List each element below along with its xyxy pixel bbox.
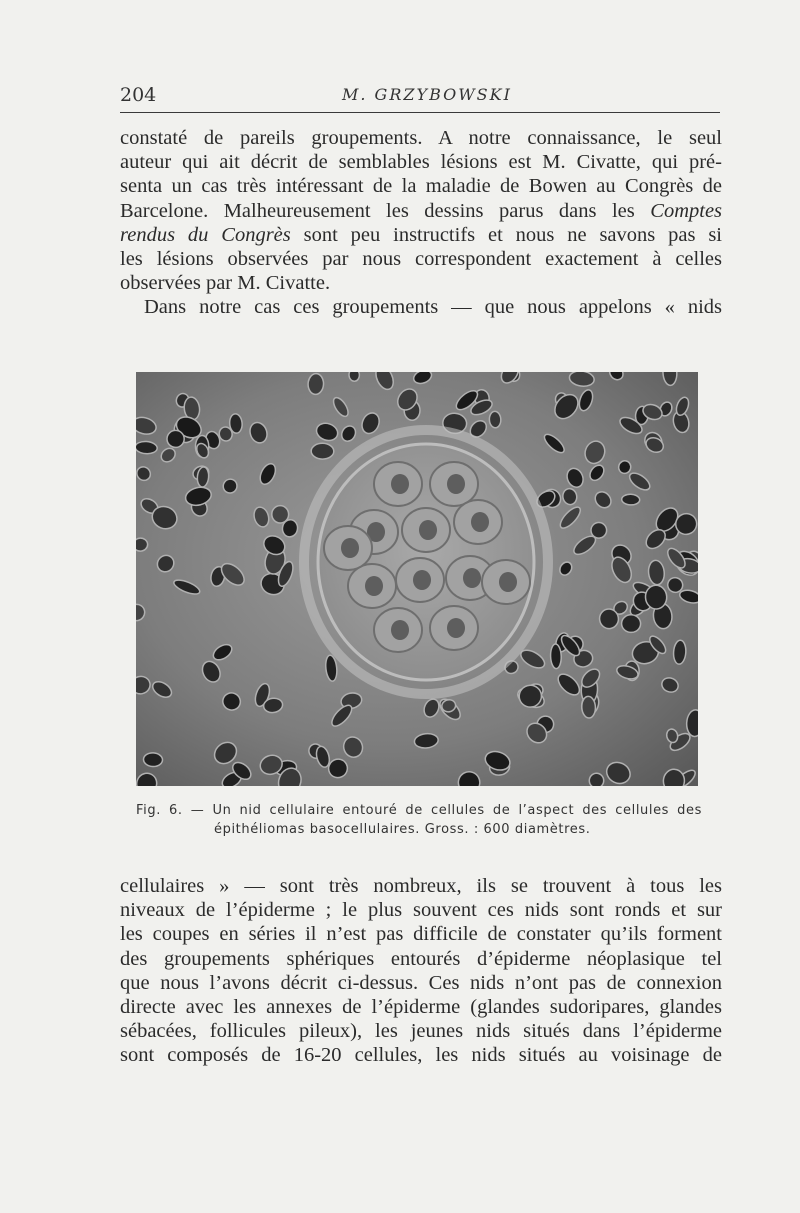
nest-cell-nucleus: [413, 570, 431, 590]
text-line: cellulaires » — sont très nombreux, ils se trouvent à tous les: [120, 875, 722, 897]
nest-cell-nucleus: [365, 576, 383, 596]
nest-cell-nucleus: [391, 474, 409, 494]
running-head: [120, 84, 720, 108]
running-title: M. GRZYBOWSKI: [342, 85, 512, 104]
top-paragraph: [120, 126, 722, 320]
nest-cell-nucleus: [447, 474, 465, 494]
text-line: les coupes en séries il n’est pas difficile de constater qu’ils forment: [120, 923, 722, 946]
cell-nucleus: [621, 614, 641, 633]
text-line: [120, 223, 722, 247]
text-line: senta un cas très intéressant de la maladie de Bowen au Congrès de: [120, 175, 722, 198]
cell-nucleus: [143, 752, 163, 767]
cell-nucleus: [167, 430, 185, 448]
text-line: des groupements sphériques entourés d’épiderme néoplasique tel: [120, 947, 722, 970]
nest-cell-nucleus: [447, 618, 465, 638]
text-line: [120, 199, 722, 223]
text-line: les lésions observées par nous correspondent exactement à celles: [120, 247, 722, 270]
nest-cell-nucleus: [499, 572, 517, 592]
cell-nucleus: [349, 372, 360, 382]
nest-cell-nucleus: [419, 520, 437, 540]
nest-cell-nucleus: [341, 538, 359, 558]
cell-nucleus: [581, 696, 596, 718]
text-line: observées par M. Civatte.: [120, 272, 331, 295]
text-fragment: Barcelone. Malheureusement les dessins parus dans les: [120, 199, 635, 222]
cell-nucleus: [550, 644, 561, 669]
text-line: constaté de pareils groupements. A notre connaissance, le seul: [120, 127, 722, 149]
italic-term-congres: rendus du Congrès: [120, 223, 291, 246]
bottom-paragraph: [120, 874, 722, 1068]
text-line: sébacées, follicules pileux), les jeunes nids situés dans l’épiderme: [120, 1020, 722, 1043]
text-line: Dans notre cas ces groupements — que nous appelons « nids: [144, 296, 722, 319]
figure-caption: [136, 801, 702, 839]
text-fragment: sont peu instructifs et nous ne savons pas si: [290, 223, 722, 246]
header-rule: [120, 112, 720, 113]
text-line: sont composés de 16-20 cellules, les nids situés au voisinage de: [120, 1044, 722, 1067]
text-line: auteur qui ait décrit de semblables lésions est M. Civatte, qui pré-: [120, 151, 722, 174]
nest-cell-nucleus: [463, 568, 481, 588]
nest-cell-nucleus: [471, 512, 489, 532]
italic-term-comptes: Comptes: [650, 199, 723, 222]
histology-micrograph: [136, 372, 698, 786]
cell-nucleus: [589, 773, 604, 786]
micrograph-figure: [136, 372, 698, 786]
text-line: que nous l’avons décrit ci-dessus. Ces nids n’ont pas de connexion: [120, 971, 722, 994]
cell-nucleus: [645, 584, 668, 609]
cell-nucleus: [622, 494, 640, 505]
page-number: 204: [120, 84, 157, 106]
caption-line: Fig. 6. — Un nid cellulaire entouré de cellules de l’aspect des cellules des: [136, 803, 702, 818]
text-line: directe avec les annexes de l’épiderme (glandes sudoripares, glandes: [120, 995, 722, 1018]
text-line: niveaux de l’épiderme ; le plus souvent ces nids sont ronds et sur: [120, 899, 722, 922]
cell-nucleus: [308, 373, 324, 395]
nest-cell-nucleus: [391, 620, 409, 640]
cell-nucleus: [311, 443, 334, 459]
caption-line: épithéliomas basocellulaires. Gross. : 600 diamètres.: [214, 822, 591, 837]
cell-nucleus: [489, 411, 501, 428]
